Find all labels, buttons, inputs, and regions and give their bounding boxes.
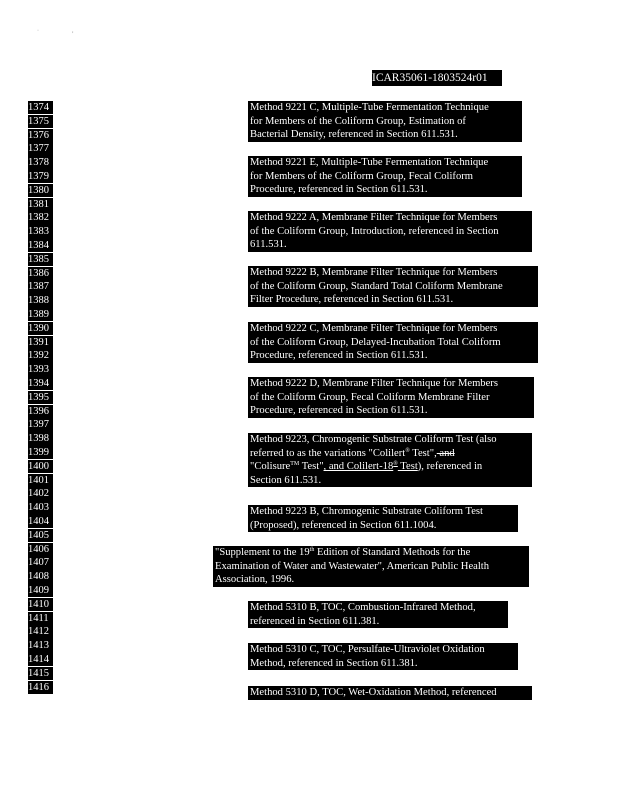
line-number: 1390	[28, 322, 53, 335]
entry-line: Filter Procedure, referenced in Section 611.531.	[250, 294, 454, 306]
scan-speck: ·	[37, 28, 39, 34]
entry-line: for Members of the Coliform Group, Estimation of	[250, 115, 466, 127]
line-number: 1382	[28, 211, 53, 224]
line-number: 1413	[28, 639, 53, 652]
scan-speck: ,	[72, 28, 74, 34]
line-number: 1386	[28, 267, 53, 280]
entry-supplement-19th-edition	[213, 546, 529, 587]
line-number: 1387	[28, 280, 53, 293]
entry-method-9223b	[248, 505, 518, 532]
text-run: ), referenced in	[417, 461, 483, 473]
line-number: 1416	[28, 681, 53, 694]
entry-line: Association, 1996.	[215, 574, 295, 586]
text-run: Edition of Standard Methods for the	[314, 547, 471, 558]
text-run: referred to as the variations "Colilert	[250, 447, 406, 459]
entry-line: of the Coliform Group, Introduction, referenced in Section	[250, 225, 499, 237]
text-run: "Colisure	[250, 461, 291, 473]
entry-line: Examination of Water and Wastewater", American Public Health	[215, 560, 490, 572]
entry-line: Method 9222 A, Membrane Filter Technique for Members	[250, 212, 498, 223]
entry-method-9222a	[248, 211, 532, 252]
entry-line: of the Coliform Group, Delayed-Incubation Total Coliform	[250, 336, 501, 348]
line-number: 1393	[28, 363, 53, 376]
entry-line: Method 5310 D, TOC, Wet-Oxidation Method, referenced	[250, 687, 497, 698]
entry-line: Section 611.531.	[250, 474, 322, 486]
line-number: 1411	[28, 612, 53, 625]
line-number: 1403	[28, 501, 53, 514]
entry-line: Procedure, referenced in Section 611.531.	[250, 405, 428, 417]
entry-line: Procedure, referenced in Section 611.531.	[250, 350, 428, 362]
entry-line: Method 5310 B, TOC, Combustion-Infrared Method,	[250, 602, 476, 613]
entry-line: Method 5310 C, TOC, Persulfate-Ultraviolet Oxidation	[250, 644, 485, 655]
entry-line	[215, 546, 527, 560]
line-number: 1376	[28, 129, 53, 142]
line-number: 1374	[28, 101, 53, 114]
entry-line: Method 9221 C, Multiple-Tube Fermentation Technique	[250, 102, 489, 113]
line-number: 1392	[28, 349, 53, 362]
line-number: 1379	[28, 170, 53, 183]
entry-line: Method 9222 B, Membrane Filter Technique for Members	[250, 267, 498, 278]
text-run: Test",	[409, 447, 437, 459]
entry-line	[250, 447, 530, 461]
line-number: 1415	[28, 667, 53, 680]
line-number: 1389	[28, 308, 53, 321]
line-number: 1414	[28, 653, 53, 666]
line-number: 1388	[28, 294, 53, 307]
line-number: 1402	[28, 487, 53, 500]
line-number: 1397	[28, 418, 53, 431]
entry-line: Method 9223, Chromogenic Substrate Coliform Test (also	[250, 434, 497, 445]
registered-mark: ®	[405, 447, 410, 454]
line-number: 1407	[28, 556, 53, 569]
entry-method-9223	[248, 433, 532, 487]
entry-line: (Proposed), referenced in Section 611.1004.	[250, 519, 437, 531]
registered-mark: ®	[393, 461, 398, 468]
line-number: 1412	[28, 625, 53, 638]
trademark-mark: TM	[290, 461, 300, 468]
entry-line: Procedure, referenced in Section 611.531.	[250, 184, 428, 196]
line-number: 1399	[28, 446, 53, 459]
entry-method-9222b	[248, 266, 538, 307]
line-number: 1408	[28, 570, 53, 583]
line-number: 1380	[28, 184, 53, 197]
entry-method-5310d	[248, 686, 532, 700]
line-number: 1375	[28, 115, 53, 128]
line-number: 1383	[28, 225, 53, 238]
entry-line: referenced in Section 611.381.	[250, 615, 380, 627]
line-number: 1385	[28, 253, 53, 266]
inserted-text: , and Colilert-18	[323, 461, 394, 473]
line-number: 1405	[28, 529, 53, 542]
line-number: 1381	[28, 198, 53, 211]
line-number: 1400	[28, 460, 53, 473]
line-number: 1396	[28, 405, 53, 418]
line-number: 1398	[28, 432, 53, 445]
line-number: 1406	[28, 543, 53, 556]
entry-line: Method 9223 B, Chromogenic Substrate Coliform Test	[250, 506, 483, 517]
entry-line: Method 9222 C, Membrane Filter Technique for Members	[250, 323, 498, 334]
entry-method-5310b	[248, 601, 508, 628]
text-run: "Supplement to the 19	[215, 547, 310, 558]
entry-line: Bacterial Density, referenced in Section 611.531.	[250, 129, 458, 141]
line-number: 1395	[28, 391, 53, 404]
entry-method-9221c	[248, 101, 522, 142]
entry-method-9221e	[248, 156, 522, 197]
entry-line: of the Coliform Group, Standard Total Coliform Membrane	[250, 280, 503, 292]
line-number: 1401	[28, 474, 53, 487]
entry-line: Method 9222 D, Membrane Filter Technique for Members	[250, 378, 498, 389]
line-number: 1410	[28, 598, 53, 611]
line-number: 1391	[28, 336, 53, 349]
entry-method-9222d	[248, 377, 534, 418]
inserted-text: Test	[397, 461, 418, 473]
entry-line: of the Coliform Group, Fecal Coliform Membrane Filter	[250, 391, 490, 403]
entry-line: Method, referenced in Section 611.381.	[250, 657, 418, 669]
text-run: Test"	[299, 461, 324, 473]
deleted-text: and	[436, 447, 455, 459]
ordinal-suffix: th	[309, 547, 315, 553]
entry-method-9222c	[248, 322, 538, 363]
line-number: 1394	[28, 377, 53, 390]
line-number: 1377	[28, 142, 53, 155]
entry-line	[250, 460, 530, 474]
line-number: 1378	[28, 156, 53, 169]
document-id-header: ICAR35061-1803524r01	[372, 70, 502, 86]
line-number: 1409	[28, 584, 53, 597]
entry-line: for Members of the Coliform Group, Fecal Coliform	[250, 170, 474, 182]
line-number: 1404	[28, 515, 53, 528]
entry-line: Method 9221 E, Multiple-Tube Fermentation Technique	[250, 157, 489, 168]
line-number: 1384	[28, 239, 53, 252]
entry-method-5310c	[248, 643, 518, 670]
entry-line: 611.531.	[250, 239, 287, 251]
